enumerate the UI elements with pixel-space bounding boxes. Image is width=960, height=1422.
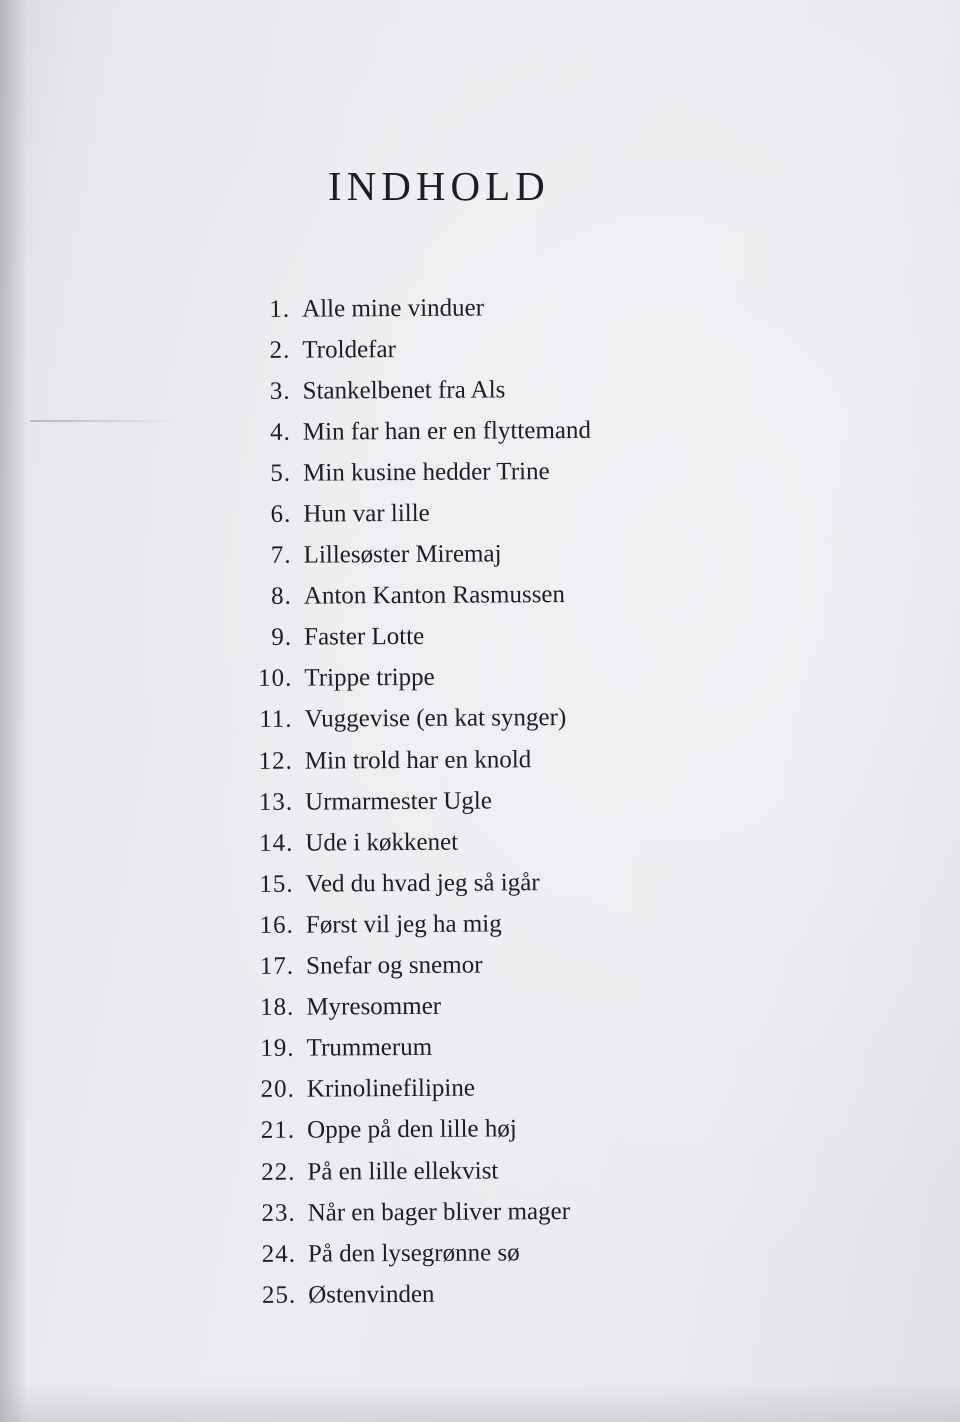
table-of-contents bbox=[240, 287, 596, 1316]
toc-entry-number: 20. bbox=[260, 1076, 295, 1104]
toc-entry-number: 4. bbox=[270, 418, 291, 446]
toc-entry-number: 19. bbox=[260, 1034, 295, 1063]
toc-entry bbox=[246, 1273, 596, 1316]
toc-entry-title: Trippe trippe bbox=[304, 664, 435, 693]
toc-entry bbox=[245, 1150, 595, 1193]
toc-entry-number: 5. bbox=[270, 459, 292, 487]
toc-entry-number: 7. bbox=[270, 541, 292, 569]
toc-entry-number: 11. bbox=[259, 706, 293, 734]
toc-entry-title: På en lille ellekvist bbox=[307, 1156, 499, 1186]
toc-entry-title: Troldefar bbox=[302, 335, 396, 364]
toc-entry-title: Oppe på den lille høj bbox=[307, 1115, 517, 1145]
toc-entry-number: 10. bbox=[258, 665, 293, 693]
toc-entry bbox=[242, 657, 592, 700]
toc-entry-title: Hun var lille bbox=[303, 499, 430, 528]
toc-entry bbox=[240, 287, 590, 330]
toc-entry bbox=[243, 780, 593, 823]
toc-entry-number: 13. bbox=[258, 788, 294, 816]
toc-entry-title: Først vil jeg ha mig bbox=[305, 910, 502, 939]
toc-entry-number: 25. bbox=[261, 1281, 297, 1309]
toc-entry-number: 17. bbox=[259, 952, 295, 980]
toc-entry bbox=[242, 575, 592, 618]
toc-entry bbox=[241, 492, 591, 535]
toc-entry-number: 2. bbox=[269, 336, 291, 364]
toc-entry bbox=[243, 698, 593, 741]
toc-entry-title: Ved du hvad jeg så igår bbox=[305, 869, 540, 898]
page-edge-shadow bbox=[0, 0, 28, 1422]
toc-entry-number: 9. bbox=[271, 623, 293, 652]
toc-entry bbox=[245, 1109, 595, 1152]
toc-entry-title: Anton Kanton Rasmussen bbox=[303, 581, 566, 610]
toc-entry-title: Myresommer bbox=[306, 992, 442, 1021]
toc-entry bbox=[244, 944, 594, 987]
toc-entry bbox=[243, 821, 593, 864]
toc-entry bbox=[244, 985, 594, 1028]
toc-entry-title: Min trold har en knold bbox=[304, 745, 532, 775]
toc-entry-number: 3. bbox=[269, 377, 291, 405]
toc-entry-title: På den lysegrønne sø bbox=[307, 1239, 520, 1268]
toc-entry-number: 23. bbox=[261, 1199, 296, 1227]
toc-entry-title: Snefar og snemor bbox=[306, 951, 483, 980]
toc-entry bbox=[241, 369, 591, 412]
toc-entry bbox=[240, 328, 590, 371]
toc-entry-number: 6. bbox=[270, 500, 292, 528]
toc-entry-number: 16. bbox=[259, 911, 294, 939]
page-bottom-shadow bbox=[0, 1382, 960, 1422]
toc-entry bbox=[244, 903, 594, 946]
toc-entry-number: 18. bbox=[260, 993, 295, 1022]
toc-entry bbox=[246, 1232, 596, 1275]
toc-entry-number: 24. bbox=[261, 1240, 296, 1268]
toc-entry-title: Østenvinden bbox=[308, 1280, 435, 1309]
toc-entry bbox=[242, 533, 592, 576]
toc-entry-number: 22. bbox=[261, 1158, 296, 1186]
toc-entry bbox=[241, 410, 591, 453]
toc-entry-number: 8. bbox=[271, 582, 292, 611]
toc-entry bbox=[243, 739, 593, 782]
toc-entry-title: Alle mine vinduer bbox=[302, 294, 485, 323]
toc-entry bbox=[246, 1191, 596, 1234]
toc-entry-title: Min kusine hedder Trine bbox=[303, 458, 550, 487]
toc-entry bbox=[244, 862, 594, 905]
toc-entry-title: Ude i køkkenet bbox=[305, 828, 459, 857]
toc-entry-title: Stankelbenet fra Als bbox=[302, 376, 506, 405]
toc-entry-title: Min far han er en flyttemand bbox=[302, 416, 592, 446]
toc-entry-title: Krinolinefilipine bbox=[306, 1074, 476, 1103]
toc-entry-number: 12. bbox=[258, 747, 293, 775]
toc-entry-number: 15. bbox=[259, 870, 294, 898]
page-title: INDHOLD bbox=[328, 163, 550, 209]
toc-entry-title: Når en bager bliver mager bbox=[307, 1197, 571, 1227]
toc-entry-number: 1. bbox=[269, 295, 291, 323]
toc-entry-title: Lillesøster Miremaj bbox=[303, 540, 502, 569]
toc-entry-title: Faster Lotte bbox=[304, 623, 425, 651]
toc-entry-title: Trummerum bbox=[306, 1034, 433, 1062]
toc-entry-number: 14. bbox=[259, 829, 294, 857]
toc-entry bbox=[245, 1068, 595, 1111]
toc-entry-number: 21. bbox=[260, 1117, 296, 1145]
toc-entry-title: Vuggevise (en kat synger) bbox=[304, 704, 567, 734]
toc-entry bbox=[245, 1027, 595, 1070]
toc-entry-title: Urmarmester Ugle bbox=[305, 787, 492, 816]
toc-entry bbox=[241, 451, 591, 494]
paper-crease bbox=[30, 420, 180, 422]
toc-entry bbox=[242, 616, 592, 659]
